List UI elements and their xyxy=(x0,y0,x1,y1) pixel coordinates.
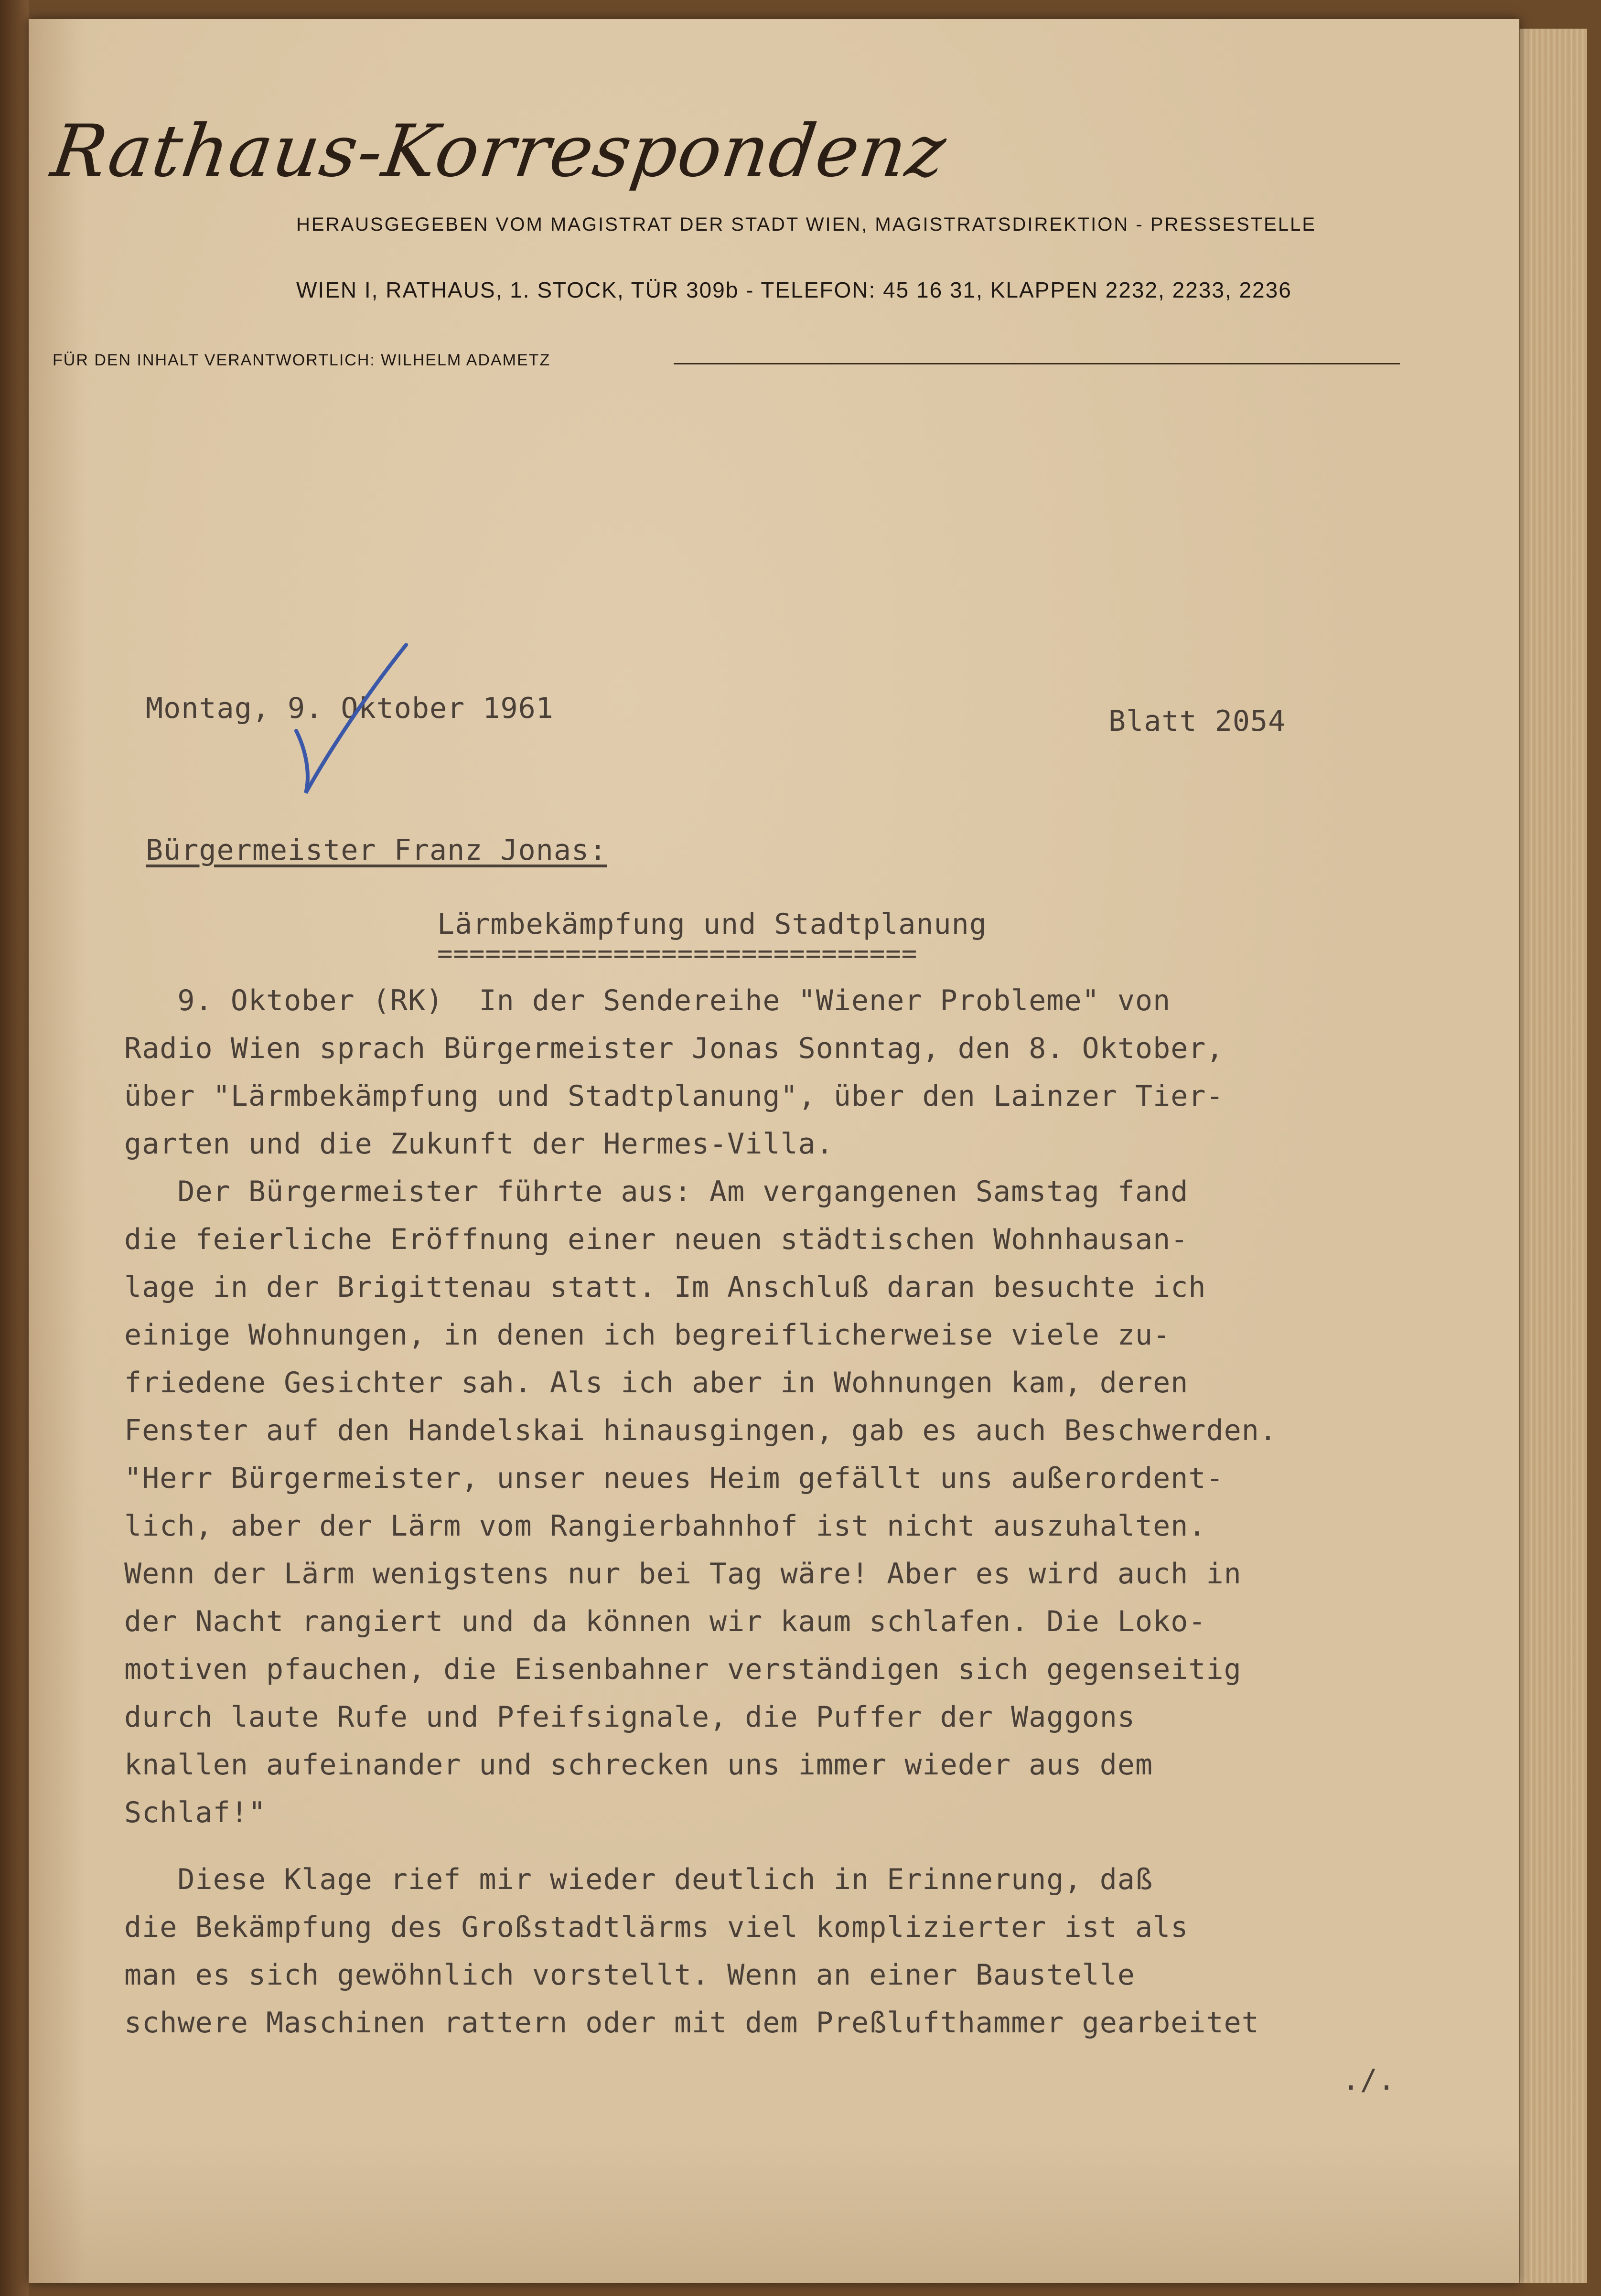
sheet-number: Blatt 2054 xyxy=(1108,705,1286,738)
body-line: 9. Oktober (RK) In der Sendereihe "Wiener Probleme" von xyxy=(124,984,1171,1017)
body-line: einige Wohnungen, in denen ich begreiflicherweise viele zu- xyxy=(124,1318,1171,1352)
checkmark-icon xyxy=(287,640,411,802)
page-edges xyxy=(1519,29,1587,2283)
article-subtitle: Lärmbekämpfung und Stadtplanung xyxy=(437,908,987,941)
body-line: lich, aber der Lärm vom Rangierbahnhof ist nicht auszuhalten. xyxy=(124,1509,1206,1543)
body-line: lage in der Brigittenau statt. Im Anschluß daran besuchte ich xyxy=(124,1271,1206,1304)
publisher-line: HERAUSGEGEBEN VOM MAGISTRAT DER STADT WIEN, MAGISTRATSDIREKTION - PRESSESTELLE xyxy=(296,214,1317,235)
body-line: knallen aufeinander und schrecken uns immer wieder aus dem xyxy=(124,1748,1153,1782)
body-line: schwere Maschinen rattern oder mit dem Preßlufthammer gearbeitet xyxy=(124,2006,1259,2040)
body-line: Der Bürgermeister führte aus: Am vergangenen Samstag fand xyxy=(124,1175,1189,1208)
subtitle-underline: ============================== xyxy=(437,939,918,969)
body-line: motiven pfauchen, die Eisenbahner verständigen sich gegenseitig xyxy=(124,1653,1242,1686)
body-line: "Herr Bürgermeister, unser neues Heim gefällt uns außerordent- xyxy=(124,1462,1224,1495)
body-line: man es sich gewöhnlich vorstellt. Wenn an einer Baustelle xyxy=(124,1958,1136,1992)
body-line: die Bekämpfung des Großstadtlärms viel komplizierter ist als xyxy=(124,1911,1189,1944)
masthead-title: Rathaus-Korrespondenz xyxy=(46,110,952,193)
continuation-mark: ./. xyxy=(1342,2063,1396,2097)
body-line: Wenn der Lärm wenigstens nur bei Tag wäre! Aber es wird auch in xyxy=(124,1557,1242,1591)
body-line: die feierliche Eröffnung einer neuen städtischen Wohnhausan- xyxy=(124,1223,1189,1256)
body-line: Fenster auf den Handelskai hinausgingen, gab es auch Beschwerden. xyxy=(124,1414,1277,1447)
body-line: Diese Klage rief mir wieder deutlich in Erinnerung, daß xyxy=(124,1863,1153,1896)
body-line: garten und die Zukunft der Hermes-Villa. xyxy=(124,1127,834,1161)
body-line: durch laute Rufe und Pfeifsignale, die Puffer der Waggons xyxy=(124,1700,1136,1734)
body-line: friedene Gesichter sah. Als ich aber in Wohnungen kam, deren xyxy=(124,1366,1189,1399)
header-rule xyxy=(674,363,1400,364)
body-line: Schlaf!" xyxy=(124,1796,266,1829)
article-heading: Bürgermeister Franz Jonas: xyxy=(146,833,607,867)
book-spine xyxy=(0,0,29,2296)
document-date: Montag, 9. Oktober 1961 xyxy=(146,692,554,725)
responsible-editor: FÜR DEN INHALT VERANTWORTLICH: WILHELM ADAMETZ xyxy=(53,351,551,369)
body-line: der Nacht rangiert und da können wir kaum schlafen. Die Loko- xyxy=(124,1605,1206,1638)
body-line: über "Lärmbekämpfung und Stadtplanung", über den Lainzer Tier- xyxy=(124,1079,1224,1113)
address-line: WIEN I, RATHAUS, 1. STOCK, TÜR 309b - TELEFON: 45 16 31, KLAPPEN 2232, 2233, 2236 xyxy=(296,278,1292,302)
body-line: Radio Wien sprach Bürgermeister Jonas Sonntag, den 8. Oktober, xyxy=(124,1032,1224,1065)
